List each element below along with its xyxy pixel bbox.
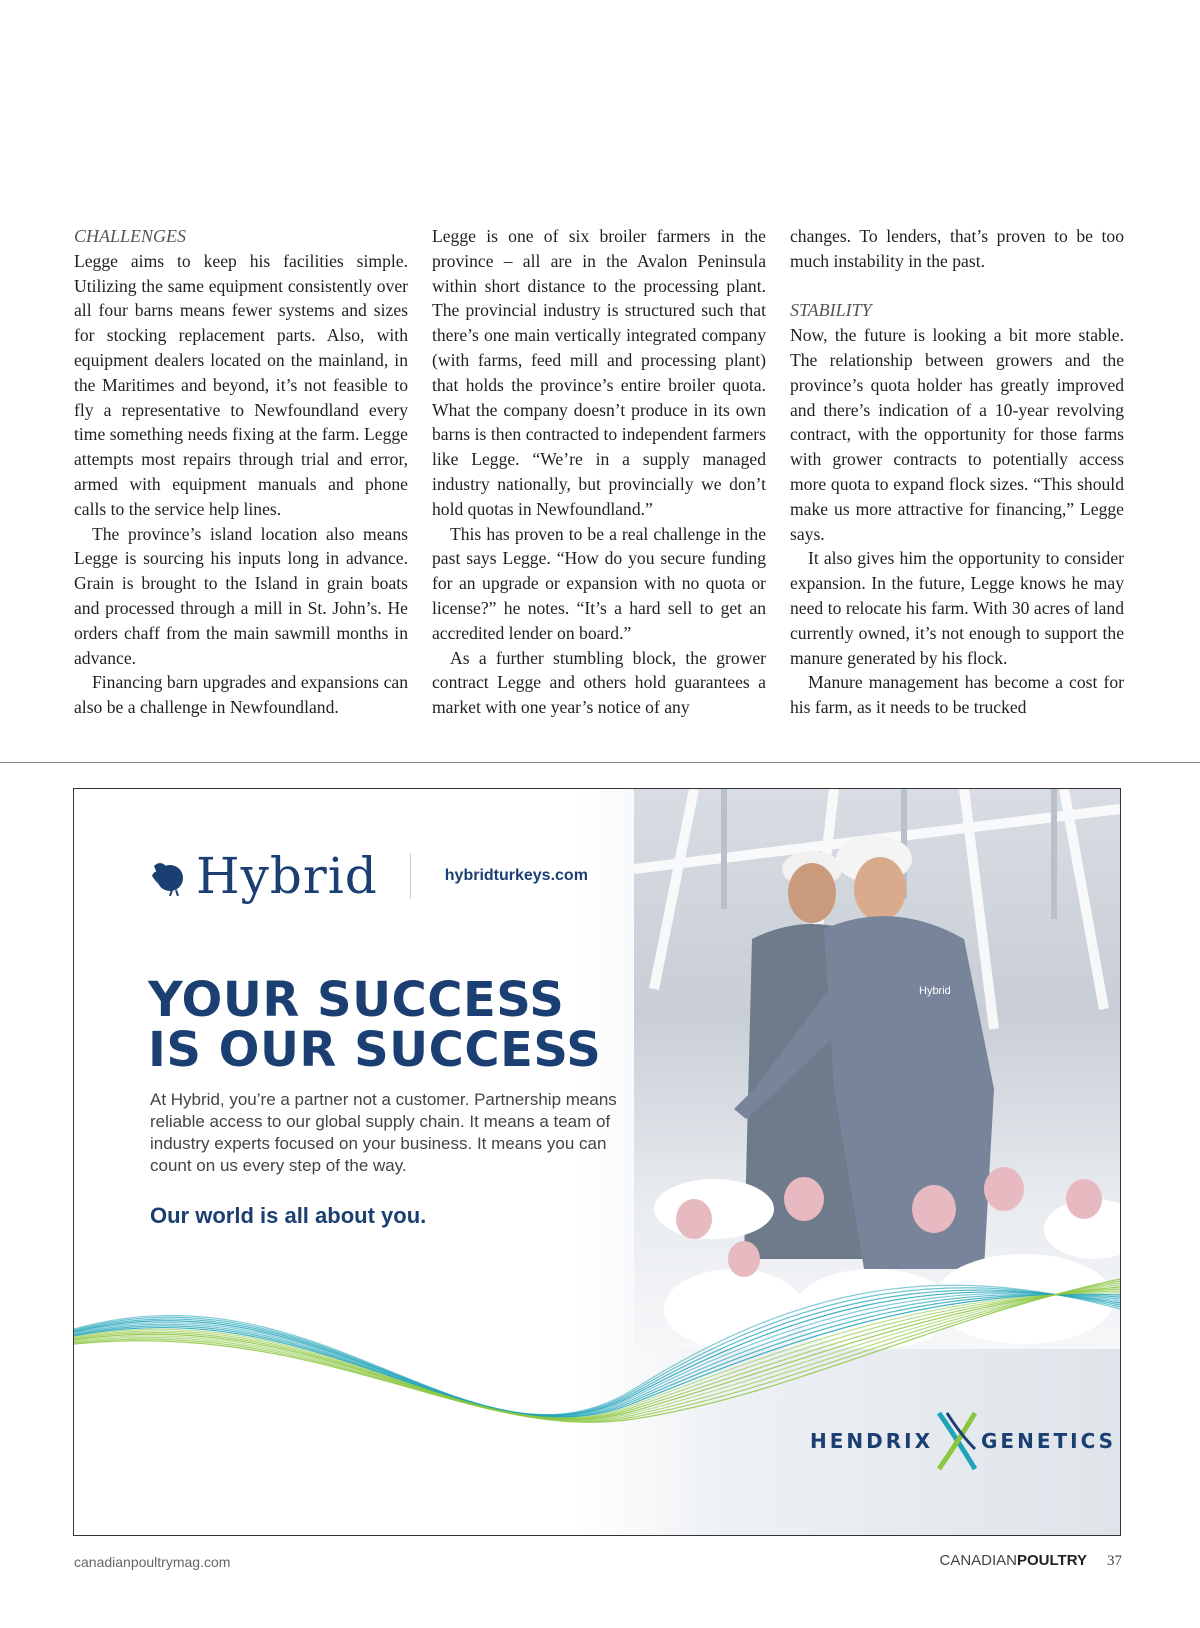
article-column-1 [74, 224, 408, 720]
paragraph: This has proven to be a real challenge in the past says Legge. “How do you secure funding for an upgrade or expansion with no quota or license?” he notes. “It’s a hard sell to get an accredited lender on board.” [432, 523, 766, 643]
hybrid-wordmark: Hybrid [196, 847, 378, 905]
genetics-word: GENETICS [981, 1429, 1117, 1453]
wave-line [74, 1290, 1120, 1415]
paragraph: Financing barn upgrades and expansions can also be a challenge in Newfoundland. [74, 672, 408, 718]
paragraph: It also gives him the opportunity to consider expansion. In the future, Legge knows he may need to relocate his farm. With 30 acres of land currently owned, it’s not enough to support the manure generated by his flock. [790, 548, 1124, 668]
section-divider [0, 762, 1200, 763]
wave-line [74, 1287, 1120, 1419]
hendrix-word: HENDRIX [810, 1429, 934, 1453]
article-column-3 [790, 224, 1124, 720]
hendrix-x-mark-icon [935, 1409, 979, 1473]
paragraph: Manure management has become a cost for his farm, as it needs to be trucked [790, 672, 1124, 718]
paragraph: The province’s island location also means Legge is sourcing his inputs long in advance. Grain is brought to the Island in grain boats and processed through a mill in St. John’s. He orders chaff from the main sawmill months in advance. [74, 523, 408, 668]
paragraph: Now, the future is looking a bit more stable. The relationship between growers and the province’s quota holder has greatly improved and there’s indication of a 10-year revolving contract, with the opportunity for those farms with grower contracts to potentially access more quota to expand flock sizes. “This should make us more attractive for financing,” Legge says. [790, 325, 1124, 544]
article-columns [74, 224, 1124, 720]
headline-line-1: YOUR SUCCESS [148, 972, 565, 1028]
subhead-challenges: CHALLENGES [74, 226, 187, 246]
ad-tagline: Our world is all about you. [150, 1203, 427, 1228]
magazine-name-bold: POULTRY [1017, 1552, 1087, 1569]
footer-website[interactable]: canadianpoultrymag.com [74, 1554, 231, 1570]
paragraph: changes. To lenders, that’s proven to be too much instability in the past. [790, 226, 1124, 271]
wave-line [74, 1293, 1120, 1418]
article-column-2 [432, 224, 766, 720]
hybrid-advertisement[interactable] [73, 788, 1121, 1536]
page-number: 37 [1107, 1553, 1122, 1569]
hendrix-genetics-logo [810, 1409, 1116, 1473]
paragraph: As a further stumbling block, the grower contract Legge and others hold guarantees a market with one year’s notice of any [432, 647, 766, 718]
paragraph: Legge is one of six broiler farmers in the province – all are in the Avalon Peninsula within short distance to the processing plant. The provincial industry is structured such that there’s one main vertically integrated company (with farms, feed mill and processing plant) that holds the province’s entire broiler quota. What the company doesn’t produce in its own barns is then contracted to independent farmers like Legge. “We’re in a supply managed industry nationally, but provincially we don’t hold quotas in Newfoundland.” [432, 226, 766, 519]
hybrid-website-link[interactable]: hybridturkeys.com [444, 867, 588, 884]
wave-line [74, 1281, 1120, 1421]
wave-line [74, 1289, 1120, 1419]
hybrid-logo[interactable] [148, 847, 588, 905]
ad-body-copy: At Hybrid, you’re a partner not a customer. Partnership means reliable access to our global supply chain. It means a team of industry experts focused on your business. It means you can count on us every step of the way. [150, 1090, 617, 1175]
wave-line [74, 1283, 1120, 1421]
subhead-stability: STABILITY [790, 300, 872, 321]
headline-line-2: IS OUR SUCCESS [148, 1022, 602, 1078]
wave-line [74, 1288, 1120, 1415]
ad-headline [148, 972, 602, 1078]
magazine-name-light: CANADIAN [939, 1552, 1017, 1569]
logo-divider [410, 853, 411, 899]
footer-masthead [939, 1552, 1122, 1570]
paragraph: Legge aims to keep his facilities simple. Utilizing the same equipment consistently over all four barns means fewer systems and sizes for stocking replacement parts. Also, with equipment dealers located on the mainland, in the Maritimes and beyond, it’s not feasible to fly a representative to Newfoundland every time something needs fixing at the farm. Legge attempts most repairs through trial and error, armed with equipment manuals and phone calls to the service help lines. [74, 250, 408, 519]
wave-line [74, 1293, 1120, 1416]
turkey-icon [148, 856, 188, 896]
coveralls-logo: Hybrid [919, 985, 951, 997]
